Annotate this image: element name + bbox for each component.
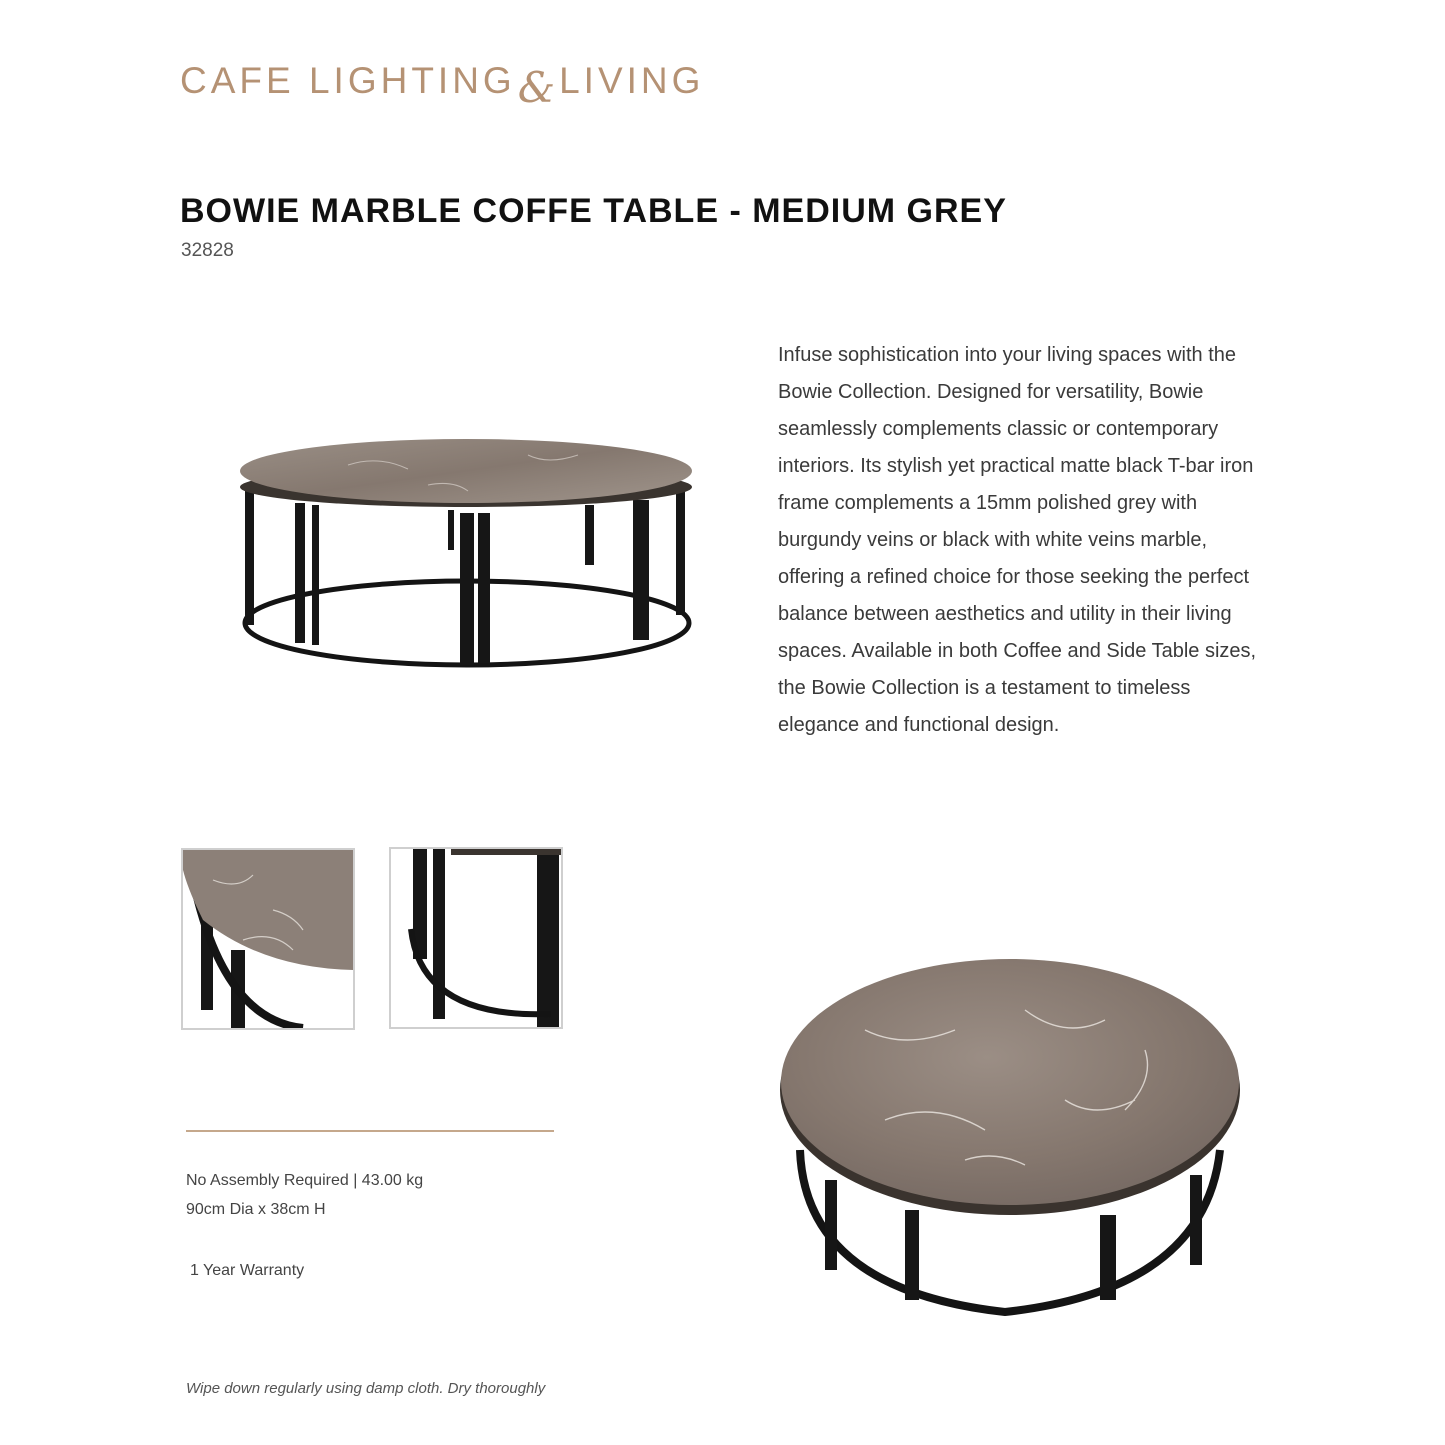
brand-name-part2: LIVING	[559, 60, 705, 101]
brand-logo	[180, 56, 705, 112]
brand-ampersand: &	[517, 62, 556, 112]
product-title: BOWIE MARBLE COFFE TABLE - MEDIUM GREY	[180, 192, 1007, 230]
product-top-view-image	[765, 950, 1255, 1330]
product-description: Infuse sophistication into your living spaces with the Bowie Collection. Designed for versatility, Bowie seamlessly complements classic or contemporary interiors. Its stylish yet practical matte black T-bar iron frame complements a 15mm polished grey with burgundy veins or black with white veins marble, offering a refined choice for those seeking the perfect balance between aesthetics and utility in their living spaces. Available in both Coffee and Side Table sizes, the Bowie Collection is a testament to timeless elegance and functional design.	[778, 344, 1257, 736]
spec-dimensions: 90cm Dia x 38cm H	[186, 1201, 326, 1218]
spec-warranty: 1 Year Warranty	[190, 1262, 305, 1279]
product-sku: 32828	[181, 240, 234, 261]
thumbnail-frame-closeup[interactable]	[389, 847, 563, 1029]
care-instructions: Wipe down regularly using damp cloth. Dry thoroughly	[186, 1380, 546, 1397]
thumbnail-marble-closeup[interactable]	[181, 848, 355, 1030]
brand-name-part1: CAFE LIGHTING	[180, 60, 516, 101]
section-divider	[186, 1130, 554, 1132]
spec-assembly-weight: No Assembly Required | 43.00 kg	[186, 1172, 424, 1189]
product-hero-image	[228, 425, 708, 685]
